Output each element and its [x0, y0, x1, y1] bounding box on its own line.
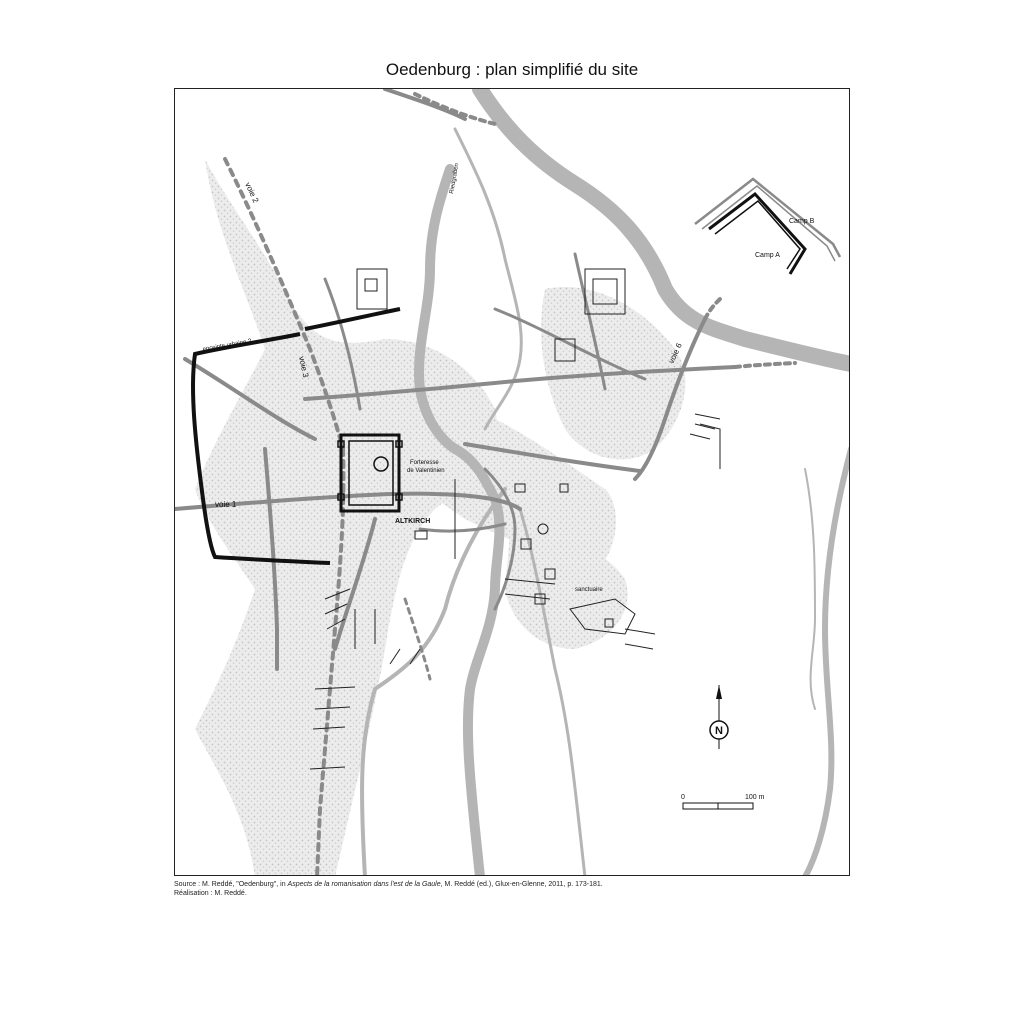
label-camp-b: Camp B — [789, 218, 815, 225]
scale-bar — [681, 794, 765, 809]
road-east-dotted — [735, 363, 795, 367]
river-east-thin — [805, 469, 815, 709]
scale-start: 0 — [681, 794, 685, 801]
road-north-dotted — [385, 89, 465, 119]
label-voie-1: voie 1 — [215, 500, 237, 509]
river-north — [480, 89, 850, 364]
label-voie-6: voie 6 — [666, 341, 684, 365]
label-forteresse-line1: Forteresse — [410, 460, 439, 466]
label-voie-2: voie 2 — [243, 181, 261, 205]
source-prefix: Source : M. Reddé, "Oedenburg", in — [174, 881, 288, 888]
camp-a-wall — [709, 194, 805, 274]
label-riedgraben: Riedgraben — [449, 162, 461, 195]
voie-6-dotted — [705, 299, 720, 319]
label-voie-3: voie 3 — [297, 355, 311, 379]
map-credits — [174, 880, 854, 898]
label-enceinte: enceinte urbaine ? — [202, 338, 252, 353]
scale-end: 100 m — [745, 794, 765, 801]
north-letter: N — [715, 725, 723, 737]
settlement-west — [195, 159, 497, 876]
label-camp-a: Camp A — [755, 252, 780, 259]
north-arrow-icon — [710, 685, 728, 749]
site-plan-map — [175, 89, 850, 876]
camp-b-wall-2 — [702, 186, 835, 261]
map-title: Oedenburg : plan simplifié du site — [385, 60, 639, 79]
source-book-title: Aspects de la romanisation dans l'est de la Gaule — [287, 881, 441, 888]
label-altkirch: ALTKIRCH — [395, 518, 431, 525]
map-frame[interactable] — [174, 88, 850, 876]
realisation-credit: Réalisation : M. Reddé. — [174, 890, 247, 897]
enceinte-north-segment — [305, 309, 400, 329]
label-sanctuaire: sanctuaire — [575, 587, 603, 593]
source-credit — [174, 880, 854, 889]
source-suffix: , M. Reddé (ed.), Glux-en-Glenne, 2011, p. 173-181. — [440, 881, 603, 888]
military-camps — [695, 179, 840, 274]
label-forteresse-line2: de Valentinien — [407, 468, 445, 474]
road-south-dotted — [405, 599, 430, 679]
